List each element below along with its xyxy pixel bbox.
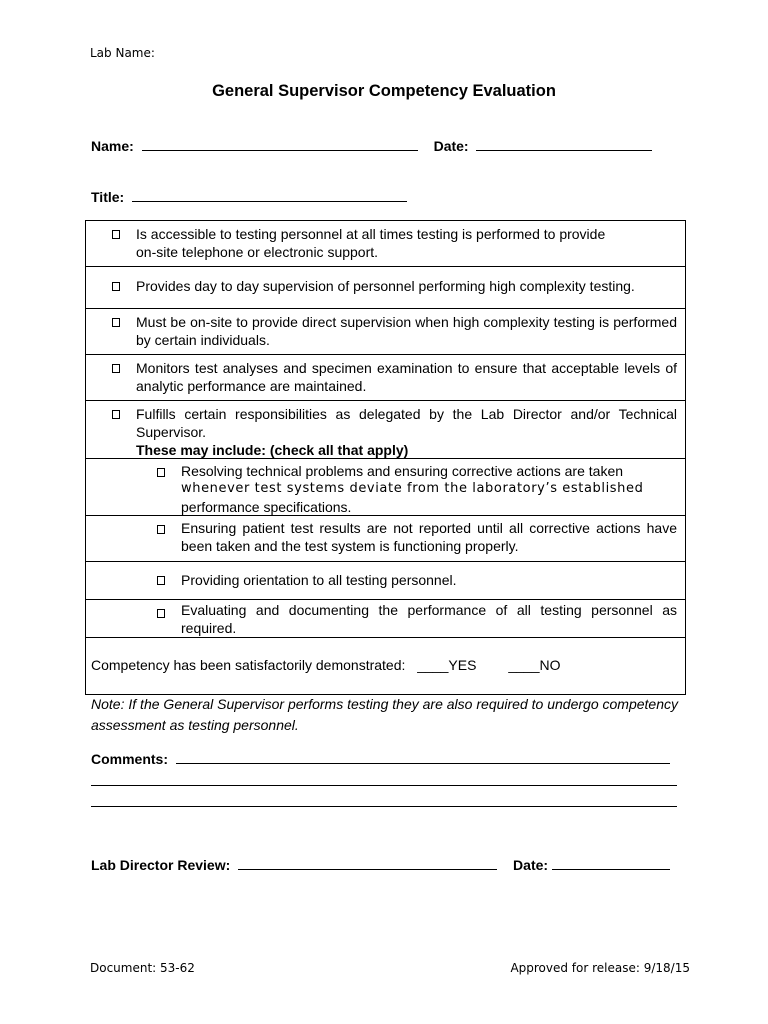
title-field[interactable] bbox=[132, 187, 407, 202]
review-date-field[interactable] bbox=[552, 855, 670, 870]
comments-field[interactable] bbox=[176, 749, 670, 764]
checklist-subrow bbox=[86, 600, 685, 638]
name-date-row bbox=[91, 136, 652, 154]
checklist-table bbox=[85, 220, 686, 695]
date-label: Date: bbox=[433, 138, 469, 154]
checklist-item-text: Must be on-site to provide direct supervision when high complexity testing is performed by certain individuals. bbox=[136, 314, 677, 348]
checklist-row bbox=[86, 221, 685, 267]
checklist-subheading: These may include: (check all that apply) bbox=[136, 442, 409, 458]
checklist-subitem-text: Ensuring patient test results are not reported until all corrective actions have been taken and the test system is functioning properly. bbox=[181, 520, 677, 554]
checklist-item-text: Provides day to day supervision of personnel performing high complexity testing. bbox=[136, 278, 635, 294]
checklist-row bbox=[86, 267, 685, 309]
title-label: Title: bbox=[91, 189, 125, 205]
checklist-row bbox=[86, 309, 685, 355]
checkbox[interactable] bbox=[112, 230, 120, 239]
checklist-item-line: Fulfills certain responsibilities as delegated by the Lab Director and/or Technical Supervisor. bbox=[136, 406, 677, 440]
checkbox[interactable] bbox=[157, 525, 165, 534]
checklist-subrow bbox=[86, 459, 685, 516]
review-date-label: Date: bbox=[513, 857, 549, 873]
checklist-subitem-text: Providing orientation to all testing personnel. bbox=[181, 572, 457, 588]
lab-director-signature-field[interactable] bbox=[238, 855, 497, 870]
checklist-subitem-text bbox=[181, 462, 677, 516]
checklist-item-text bbox=[136, 225, 677, 261]
note-text: Note: If the General Supervisor performs testing they are also required to undergo competency assessment as testing personnel. bbox=[91, 696, 678, 733]
checklist-row bbox=[86, 401, 685, 459]
competency-label: Competency has been satisfactorily demonstrated: bbox=[91, 657, 406, 673]
comments-line[interactable] bbox=[91, 785, 677, 786]
yes-option[interactable]: ____YES bbox=[417, 657, 477, 673]
page-title: General Supervisor Competency Evaluation bbox=[212, 82, 556, 100]
date-field[interactable] bbox=[476, 136, 652, 151]
checklist-item-line: Is accessible to testing personnel at all times testing is performed to provide bbox=[136, 226, 606, 242]
checklist-item-line: on-site telephone or electronic support. bbox=[136, 244, 379, 260]
competency-statement bbox=[91, 656, 561, 674]
checklist-subrow bbox=[86, 516, 685, 562]
checklist-item-text: Monitors test analyses and specimen examination to ensure that acceptable levels of analytic performance are maintained. bbox=[136, 360, 677, 394]
name-field[interactable] bbox=[142, 136, 418, 151]
checklist-item-line: whenever test systems deviate from the laboratory’s established bbox=[181, 481, 644, 496]
checkbox[interactable] bbox=[112, 318, 120, 327]
checkbox[interactable] bbox=[157, 609, 165, 618]
lab-name-label: Lab Name: bbox=[90, 46, 155, 60]
document-number: Document: 53-62 bbox=[90, 961, 195, 975]
checklist-item-line: performance specifications. bbox=[181, 499, 352, 515]
checkbox[interactable] bbox=[112, 410, 120, 419]
checklist-row bbox=[86, 355, 685, 401]
comments-row bbox=[91, 749, 670, 767]
checkbox[interactable] bbox=[112, 364, 120, 373]
comments-line[interactable] bbox=[91, 806, 677, 807]
name-label: Name: bbox=[91, 138, 134, 154]
checkbox[interactable] bbox=[157, 468, 165, 477]
checklist-item-text bbox=[136, 405, 677, 459]
title-row bbox=[91, 187, 407, 205]
checklist-subrow bbox=[86, 562, 685, 600]
no-option[interactable]: ____NO bbox=[508, 657, 561, 673]
lab-director-review-label: Lab Director Review: bbox=[91, 857, 231, 873]
review-row bbox=[91, 855, 670, 873]
competency-row bbox=[86, 638, 685, 694]
comments-label: Comments: bbox=[91, 751, 169, 767]
approval-date: Approved for release: 9/18/15 bbox=[510, 961, 690, 975]
checkbox[interactable] bbox=[157, 576, 165, 585]
checklist-subitem-text: Evaluating and documenting the performance of all testing personnel as required. bbox=[181, 602, 677, 636]
checklist-item-line: Resolving technical problems and ensuring corrective actions are taken bbox=[181, 463, 624, 479]
checkbox[interactable] bbox=[112, 282, 120, 291]
